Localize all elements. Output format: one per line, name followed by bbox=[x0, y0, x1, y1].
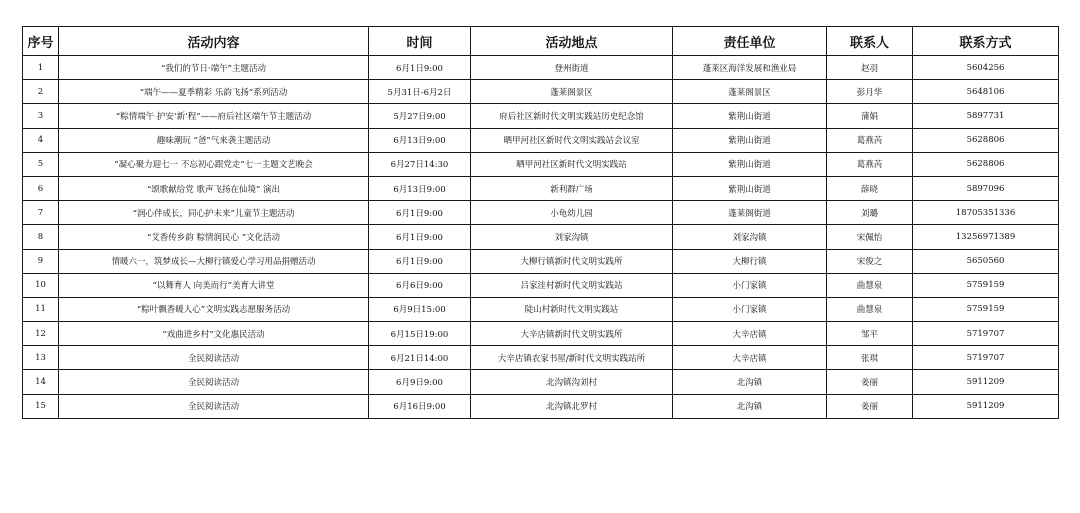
cell-contact-person: 张琪 bbox=[827, 346, 913, 370]
cell-contact-info: 5628806 bbox=[913, 128, 1059, 152]
cell-responsible-unit: 蓬莱阁街道 bbox=[673, 201, 827, 225]
cell-serial-number: 11 bbox=[23, 297, 59, 321]
cell-contact-info: 13256971389 bbox=[913, 225, 1059, 249]
cell-activity-content: 全民阅读活动 bbox=[59, 370, 369, 394]
cell-contact-info: 5648106 bbox=[913, 80, 1059, 104]
cell-activity-content: 趣味潮玩 “爸”气来袭主题活动 bbox=[59, 128, 369, 152]
cell-contact-info: 5911209 bbox=[913, 370, 1059, 394]
cell-contact-person: 曲慧泉 bbox=[827, 297, 913, 321]
cell-contact-info: 5759159 bbox=[913, 297, 1059, 321]
activity-table bbox=[22, 26, 1059, 419]
table-row bbox=[23, 152, 1059, 176]
cell-contact-info: 5911209 bbox=[913, 394, 1059, 418]
table-row bbox=[23, 346, 1059, 370]
cell-contact-person: 姜丽 bbox=[827, 370, 913, 394]
cell-location: 蓬莱阁景区 bbox=[471, 80, 673, 104]
table-row bbox=[23, 394, 1059, 418]
cell-responsible-unit: 紫荆山街道 bbox=[673, 104, 827, 128]
cell-activity-content: 全民阅读活动 bbox=[59, 346, 369, 370]
cell-location: 刘家沟镇 bbox=[471, 225, 673, 249]
cell-activity-content: 情暖六一，筑梦成长—大柳行镇爱心学习用品捐赠活动 bbox=[59, 249, 369, 273]
cell-location: 大辛店镇农家书屋/新时代文明实践站所 bbox=[471, 346, 673, 370]
cell-responsible-unit: 北沟镇 bbox=[673, 394, 827, 418]
header-location: 活动地点 bbox=[471, 27, 673, 56]
cell-contact-person: 薛晓 bbox=[827, 176, 913, 200]
cell-serial-number: 8 bbox=[23, 225, 59, 249]
cell-time: 6月13日9:00 bbox=[369, 176, 471, 200]
header-contact-info: 联系方式 bbox=[913, 27, 1059, 56]
cell-activity-content: “以舞育人 向美而行”美育大讲堂 bbox=[59, 273, 369, 297]
cell-activity-content: “戏曲进乡村”文化惠民活动 bbox=[59, 322, 369, 346]
cell-contact-person: 赵羽 bbox=[827, 56, 913, 80]
header-serial-number: 序号 bbox=[23, 27, 59, 56]
cell-responsible-unit: 紫荆山街道 bbox=[673, 128, 827, 152]
cell-contact-person: 葛燕芮 bbox=[827, 152, 913, 176]
cell-serial-number: 12 bbox=[23, 322, 59, 346]
cell-contact-info: 5897096 bbox=[913, 176, 1059, 200]
cell-contact-person: 曲慧泉 bbox=[827, 273, 913, 297]
cell-responsible-unit: 蓬莱阁景区 bbox=[673, 80, 827, 104]
table-row bbox=[23, 273, 1059, 297]
cell-activity-content: “我们的节日·端午”主题活动 bbox=[59, 56, 369, 80]
cell-contact-person: 刘璐 bbox=[827, 201, 913, 225]
cell-serial-number: 14 bbox=[23, 370, 59, 394]
cell-location: 吕家洼村新时代文明实践站 bbox=[471, 273, 673, 297]
header-contact-person: 联系人 bbox=[827, 27, 913, 56]
cell-location: 北沟镇沟刘村 bbox=[471, 370, 673, 394]
cell-location: 小龟幼儿园 bbox=[471, 201, 673, 225]
cell-contact-info: 5650560 bbox=[913, 249, 1059, 273]
table-row bbox=[23, 322, 1059, 346]
cell-contact-info: 5719707 bbox=[913, 322, 1059, 346]
cell-time: 6月15日19:00 bbox=[369, 322, 471, 346]
table-row bbox=[23, 249, 1059, 273]
cell-contact-info: 5604256 bbox=[913, 56, 1059, 80]
cell-serial-number: 13 bbox=[23, 346, 59, 370]
cell-time: 6月6日9:00 bbox=[369, 273, 471, 297]
cell-contact-person: 彭月华 bbox=[827, 80, 913, 104]
cell-responsible-unit: 小门家镇 bbox=[673, 297, 827, 321]
table-row bbox=[23, 225, 1059, 249]
table-row bbox=[23, 104, 1059, 128]
cell-serial-number: 15 bbox=[23, 394, 59, 418]
cell-time: 6月9日9:00 bbox=[369, 370, 471, 394]
table-row bbox=[23, 176, 1059, 200]
cell-serial-number: 1 bbox=[23, 56, 59, 80]
table-row bbox=[23, 128, 1059, 152]
cell-time: 6月1日9:00 bbox=[369, 249, 471, 273]
cell-serial-number: 4 bbox=[23, 128, 59, 152]
cell-activity-content: “润心伴成长，同心护未来”儿童节主题活动 bbox=[59, 201, 369, 225]
cell-location: 晒甲河社区新时代文明实践站 bbox=[471, 152, 673, 176]
cell-time: 6月21日14:00 bbox=[369, 346, 471, 370]
cell-serial-number: 9 bbox=[23, 249, 59, 273]
cell-time: 6月27日14:30 bbox=[369, 152, 471, 176]
cell-time: 6月1日9:00 bbox=[369, 225, 471, 249]
cell-contact-person: 葛燕芮 bbox=[827, 128, 913, 152]
cell-time: 6月16日9:00 bbox=[369, 394, 471, 418]
cell-time: 5月27日9:00 bbox=[369, 104, 471, 128]
cell-location: 北沟镇北罗村 bbox=[471, 394, 673, 418]
table-header-row bbox=[23, 27, 1059, 56]
cell-location: 府后社区新时代文明实践站历史纪念馆 bbox=[471, 104, 673, 128]
cell-contact-person: 姜丽 bbox=[827, 394, 913, 418]
cell-responsible-unit: 大柳行镇 bbox=[673, 249, 827, 273]
cell-location: 登州街道 bbox=[471, 56, 673, 80]
cell-contact-info: 5628806 bbox=[913, 152, 1059, 176]
table-row bbox=[23, 370, 1059, 394]
cell-responsible-unit: 小门家镇 bbox=[673, 273, 827, 297]
cell-location: 晒甲河社区新时代文明实践站会议室 bbox=[471, 128, 673, 152]
cell-responsible-unit: 大辛店镇 bbox=[673, 346, 827, 370]
cell-time: 6月13日9:00 bbox=[369, 128, 471, 152]
cell-contact-info: 5897731 bbox=[913, 104, 1059, 128]
header-time: 时间 bbox=[369, 27, 471, 56]
cell-time: 5月31日-6月2日 bbox=[369, 80, 471, 104]
cell-contact-person: 蒲娟 bbox=[827, 104, 913, 128]
table-row bbox=[23, 201, 1059, 225]
table-row bbox=[23, 297, 1059, 321]
cell-location: 大柳行镇新时代文明实践所 bbox=[471, 249, 673, 273]
cell-time: 6月1日9:00 bbox=[369, 201, 471, 225]
cell-activity-content: “端午——夏季精彩 乐韵飞扬”系列活动 bbox=[59, 80, 369, 104]
cell-activity-content: “粽情端午 护安‘新’程”——府后社区端午节主题活动 bbox=[59, 104, 369, 128]
cell-activity-content: “艾香传乡韵 粽情润民心 ”文化活动 bbox=[59, 225, 369, 249]
cell-time: 6月1日9:00 bbox=[369, 56, 471, 80]
cell-serial-number: 5 bbox=[23, 152, 59, 176]
header-activity-content: 活动内容 bbox=[59, 27, 369, 56]
table-body bbox=[23, 56, 1059, 419]
cell-activity-content: “粽叶飘香暖人心”文明实践志愿服务活动 bbox=[59, 297, 369, 321]
cell-serial-number: 10 bbox=[23, 273, 59, 297]
header-responsible-unit: 责任单位 bbox=[673, 27, 827, 56]
cell-serial-number: 2 bbox=[23, 80, 59, 104]
cell-contact-info: 5719707 bbox=[913, 346, 1059, 370]
cell-responsible-unit: 刘家沟镇 bbox=[673, 225, 827, 249]
cell-serial-number: 7 bbox=[23, 201, 59, 225]
cell-location: 新利群广场 bbox=[471, 176, 673, 200]
cell-activity-content: “凝心聚力迎七一 不忘初心跟党走”七一主题文艺晚会 bbox=[59, 152, 369, 176]
cell-activity-content: 全民阅读活动 bbox=[59, 394, 369, 418]
cell-serial-number: 6 bbox=[23, 176, 59, 200]
activity-schedule-sheet bbox=[22, 26, 1059, 419]
cell-contact-person: 邹平 bbox=[827, 322, 913, 346]
cell-responsible-unit: 紫荆山街道 bbox=[673, 152, 827, 176]
table-row bbox=[23, 56, 1059, 80]
cell-time: 6月9日15:00 bbox=[369, 297, 471, 321]
cell-activity-content: “颂歌献给党 歌声飞扬在仙境” 演出 bbox=[59, 176, 369, 200]
table-row bbox=[23, 80, 1059, 104]
cell-contact-info: 5759159 bbox=[913, 273, 1059, 297]
cell-contact-info: 18705351336 bbox=[913, 201, 1059, 225]
cell-location: 陡山村新时代文明实践站 bbox=[471, 297, 673, 321]
cell-responsible-unit: 蓬莱区海洋发展和渔业局 bbox=[673, 56, 827, 80]
cell-contact-person: 宋佩怡 bbox=[827, 225, 913, 249]
cell-responsible-unit: 北沟镇 bbox=[673, 370, 827, 394]
cell-responsible-unit: 大辛店镇 bbox=[673, 322, 827, 346]
cell-contact-person: 宋俊之 bbox=[827, 249, 913, 273]
cell-serial-number: 3 bbox=[23, 104, 59, 128]
cell-location: 大辛店镇新时代文明实践所 bbox=[471, 322, 673, 346]
cell-responsible-unit: 紫荆山街道 bbox=[673, 176, 827, 200]
